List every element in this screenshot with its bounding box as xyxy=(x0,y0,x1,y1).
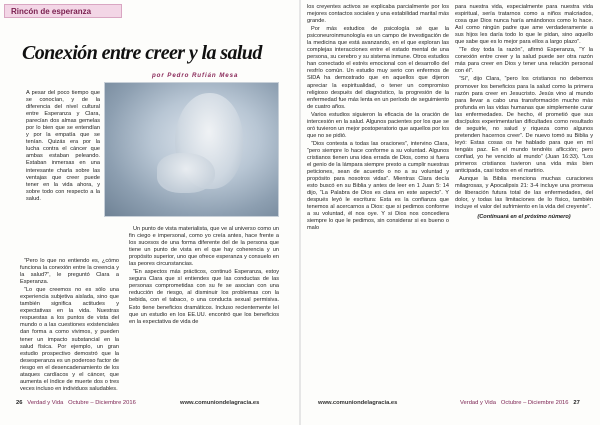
paragraph: Por más estudios de psicología sé que la psiconeuroinmunología es un campo de investigación de la medicina que está avanzando, en el que exploran las complejas interacciones entre el estado mental de una persona, su cerebro y su sistema inmune. Otros estudios han conectado el estrés emocional con el desarrollo del resfrío común. Un estudio muy serio con enfermos de SIDA ha demostrado que en aquellos que dijeron apreciar la espiritualidad, o tener un compromiso religioso después del diagnóstico, la progresión de la enfermedad fue más lenta en un período de seguimiento de cuatro años. xyxy=(307,26,449,110)
paragraph: A pesar del poco tiempo que se conocían, y de la diferencia del nivel cultural entre Esperanza y Clara, parecían dos almas gemelas por lo bien que se entendían y por la empatía que se tenían. Quizás era por la lucha contra el cáncer que ambas estaban peleando. Estaban inmersas en una interesante charla sobre las ventajas que creer puede tener en la vida ahora, y sobre todo con respecto a la salud. xyxy=(26,90,100,202)
footer-url-left[interactable]: www.comuniondelagracia.es xyxy=(180,400,260,406)
paragraph: “Dios contesta a todas las oraciones”, intervino Clara, “pero siempre lo hace conforme a su voluntad. Algunos cristianos tienen una idea errada de Dios, como si fuera el genio de la lámpara siempre presto a cumplir nuestras peticiones, sean de acuerdo o no a su voluntad y propósito para nosotros vidas”. Mientras Clara decía esto buscó en su Biblia y antes de leer en 1 Juan 5: 14 dijo, “La Palabra de Dios es clara en este aspecto”. Y después leyó le escritura: Esta es la confianza que tenemos al acercarnos a Dios: que si pedimos conforme a su voluntad, él nos oye. Y si Dios nos concediera siempre lo que le pedimos, sin considerar si es bueno o malo xyxy=(307,140,449,232)
page-number-left: 26 xyxy=(16,400,23,406)
paragraph: Un punto de vista materialista, que ve al universo como un fin ciego e impersonal, como yo creía antes, hace frente a los sucesos de una forma diferente del de la persona que tiene un punto de vista en el que hay coherencia y un propósito superior, uno que ofrece esperanza y consuelo en las peores circunstancias. xyxy=(129,226,279,268)
issue-date: Octubre – Diciembre 2016 xyxy=(500,400,569,406)
photo-hand xyxy=(157,153,215,193)
paragraph: los creyentes activos se explicaba parcialmente por los mejores contactos sociales y una estabilidad marital más grande. xyxy=(307,4,449,25)
column-intro xyxy=(26,90,100,258)
magazine-name: Verdad y Vida xyxy=(27,400,64,406)
column-2 xyxy=(129,226,279,396)
article-photo xyxy=(104,82,279,217)
paragraph: para nuestra vida, especialmente para nuestra vida espiritual, sería tratarnos como a niños malcriados, cosa que Dios nunca haría amándonos como lo hace. Así como ningún padre que ame verdaderamente a sus hijos les daría todo lo que le pidan, sino aquello que sabe que es lo mejor para ellos a largo plazo”. xyxy=(455,4,593,46)
column-3 xyxy=(307,4,449,396)
footer-left xyxy=(16,400,136,406)
column-4 xyxy=(455,4,593,390)
section-tab: Rincón de esperanza xyxy=(4,4,122,18)
paragraph: “Lo que creemos no es sólo una experiencia subjetiva aislada, sino que también significa actitudes y expectativas en la vida. Nuestras respuestas a los puntos de vista del mundo o a las cuestiones existenciales dan forma a como vivimos, y pueden tener un impacto substancial en la salud física. Por ejemplo, un gran estudio prospectivo demostró que la desesperanza es un poderoso factor de riesgo en el desencadenamiento de los ataques cardíacos y el cáncer, que aumenta el índice de muerte dos o tres veces incluso en individuos saludables. xyxy=(20,287,119,392)
article-title: Conexión entre creer y la salud xyxy=(22,42,262,64)
paragraph: Aunque la Biblia menciona muchas curaciones milagrosas, y Apocalipsis 21: 3-4 incluye una promesa de liberación futura total de las enfermedades, del dolor, y todas las limitaciones de lo físico, también incluye el valor del sufrimiento en la vida del creyente”. xyxy=(455,176,593,211)
paragraph: “Te doy toda la razón”, afirmó Esperanza, “Y la conexión entre creer y la salud puede ser otra razón más para creer en Dios y tener una relación personal con él”. xyxy=(455,47,593,75)
footer-right xyxy=(460,400,580,406)
column-1 xyxy=(20,258,119,396)
paragraph: “En aspectos más prácticos, continuó Esperanza, estoy segura Clara que sí entiendes que las conductas de las personas comprometidas con su fe se asocian con una reducción de riesgo, al disminuir los problemas con la bebida, con el tabaco, o una conducta sexual permisiva. Esto tiene beneficios dramáticos. Incluso recientemente leí que un estudio en los EE.UU. encontró que los beneficios en la expectativa de vida de xyxy=(129,269,279,325)
article-author: por Pedro Rufián Mesa xyxy=(152,72,239,79)
footer-url-right[interactable]: www.comuniondelagracia.es xyxy=(318,400,398,406)
paragraph: “Sí”, dijo Clara, “pero los cristianos no debemos promover los beneficios para la salud como la primera razón para creer en Jesucristo. Jesús vino al mundo para llevar a cabo una transformación mucho más profunda en las vidas humanas que simplemente curar las enfermedades. De hecho, él prometió que sus discípulos experimentarían dificultades como resultado de seguirle, no salud y riqueza como algunos pretenden hacernos creer”. De nuevo tomó su Biblia y leyó: Estas cosas os he hablado para que en mí tengáis paz. En el mundo tendréis aflicción; pero confiad, yo he vencido al mundo” (Juan 16:33). “Los primeros cristianos tuvieron una vida más bien anticipada, casi todos en el martirio. xyxy=(455,76,593,175)
continuation-note: (Continuará en el próximo número) xyxy=(477,214,571,221)
page-number-right: 27 xyxy=(573,400,580,406)
paragraph: Varios estudios siguieron la eficacia de la oración de intercesión en la salud. Algunos pacientes por los que se oró tuvieron un mejor postoperatorio que aquellos por los que no se pidió. xyxy=(307,111,449,139)
issue-date: Octubre – Diciembre 2016 xyxy=(68,400,136,406)
magazine-name: Verdad y Vida xyxy=(460,400,496,406)
paragraph: “Pero lo que no entiendo es, ¿cómo funciona la conexión entre la creencia y la salud?”, le preguntó Clara a Esperanza. xyxy=(20,258,119,286)
